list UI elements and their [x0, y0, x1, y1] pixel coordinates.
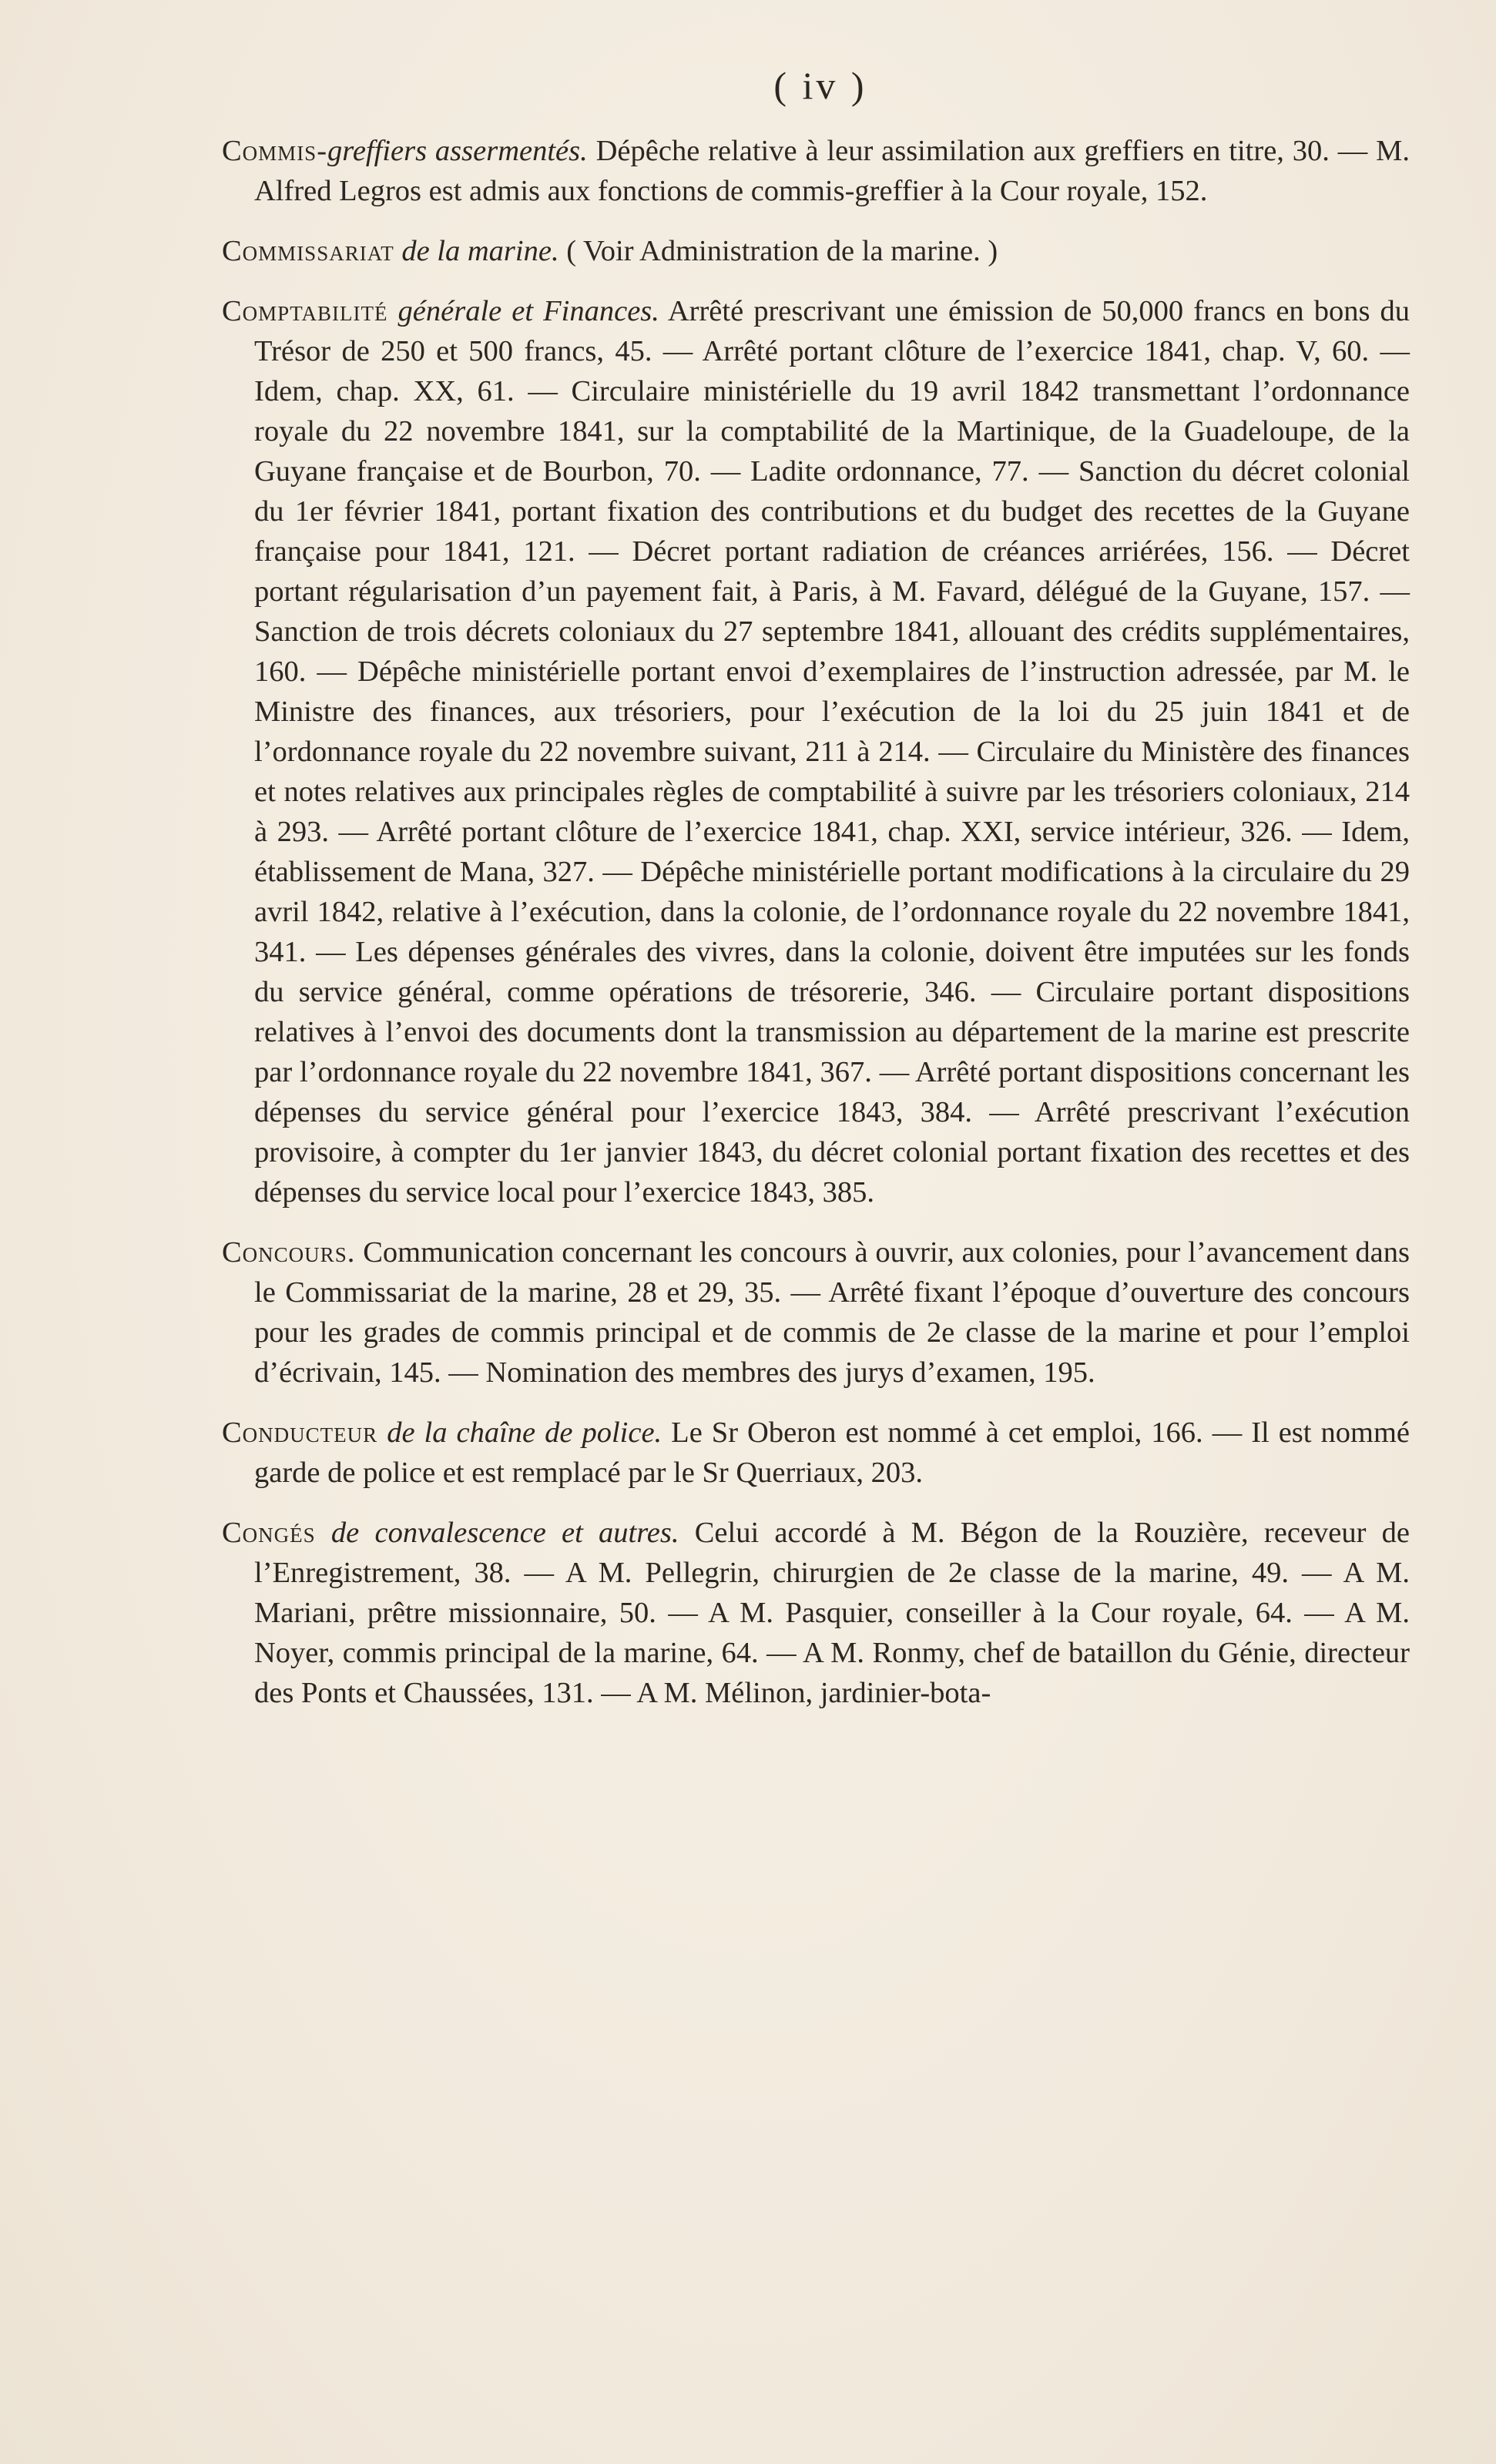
- index-entry-comptabilite: [222, 291, 1410, 1212]
- entry-text: Arrêté prescrivant une émission de 50,000 francs en bons du Trésor de 250 et 500 francs, 45. — Arrêté portant clôture de l’exercice 1841, chap. V, 60. — Idem, chap. XX, 61. — Circulaire ministérielle du 19 avril 1842 transmettant l’ordonnance royale du 22 novembre 1841, sur la comptabilité de la Martinique, de la Guadeloupe, de la Guyane française et de Bourbon, 70. — Ladite ordonnance, 77. — Sanction du décret colonial du 1er février 1841, portant fixation des contributions et du budget des recettes de la Guyane française pour 1841, 121. — Décret portant radiation de créances arriérées, 156. — Décret portant régularisation d’un payement fait, à Paris, à M. Favard, délégué de la Guyane, 157. — Sanction de trois décrets coloniaux du 27 septembre 1841, allouant des crédits supplémentaires, 160. — Dépêche ministérielle portant envoi d’exemplaires de l’instruction adressée, par M. le Ministre des finances, aux trésoriers, pour l’exécution de la loi du 25 juin 1841 et de l’ordonnance royale du 22 novembre suivant, 211 à 214. — Circulaire du Ministère des finances et notes relatives aux principales règles de comptabilité à suivre par les trésoriers coloniaux, 214 à 293. — Arrêté portant clôture de l’exercice 1841, chap. XXI, service intérieur, 326. — Idem, établissement de Mana, 327. — Dépêche ministérielle portant modifications à la circulaire du 29 avril 1842, relative à l’exécution, dans la colonie, de l’ordonnance royale du 22 novembre 1841, 341. — Les dépenses générales des vivres, dans la colonie, doivent être imputées sur les fonds du service général, comme opérations de trésorerie, 346. — Circulaire portant dispositions relatives à l’envoi des documents dont la transmission au département de la marine est prescrite par l’ordonnance royale du 22 novembre 1841, 367. — Arrêté portant dispositions concernant les dépenses du service général pour l’exercice 1843, 384. — Arrêté prescrivant l’exécution provisoire, à compter du 1er janvier 1843, du décret colonial portant fixation des recettes et des dépenses du service local pour l’exercice 1843, 385.: [254, 295, 1410, 1209]
- index-entry-commissariat: [222, 231, 1410, 271]
- index-entry-conges: [222, 1513, 1410, 1713]
- entry-qualifier: greffiers assermentés.: [327, 135, 588, 167]
- entry-headword: Commissariat: [222, 235, 394, 267]
- index-entry-commis-greffiers: [222, 131, 1410, 211]
- entry-qualifier: de la chaîne de police.: [377, 1416, 662, 1449]
- entry-text: Dépêche relative à leur assimilation aux greffiers en titre, 30. — M. Alfred Legros est admis aux fonctions de commis-greffier à la Cour royale, 152.: [254, 135, 1410, 207]
- entry-text: Communication concernant les concours à ouvrir, aux colonies, pour l’avancement dans le Commissariat de la marine, 28 et 29, 35. — Arrêté fixant l’époque d’ouverture des concours pour les grades de commis principal et de commis de 2e classe de la marine et pour l’emploi d’écrivain, 145. — Nomination des membres des jurys d’examen, 195.: [254, 1236, 1410, 1389]
- page-number: ( iv ): [773, 64, 867, 107]
- entry-headword: Commis-: [222, 135, 328, 167]
- entry-qualifier: de convalescence et autres.: [315, 1517, 679, 1549]
- index-text-block: [222, 131, 1410, 1733]
- entry-qualifier: générale et Finances.: [387, 295, 659, 327]
- entry-text: Celui accordé à M. Bégon de la Rouzière, receveur de l’Enregistrement, 38. — A M. Pellegrin, chirurgien de 2e classe de la marine, 49. — A M. Mariani, prêtre missionnaire, 50. — A M. Pasquier, conseiller à la Cour royale, 64. — A M. Noyer, commis principal de la marine, 64. — A M. Ronmy, chef de bataillon du Génie, directeur des Ponts et Chaussées, 131. — A M. Mélinon, jardinier-bota-: [254, 1517, 1410, 1709]
- entry-headword: Conducteur: [222, 1416, 378, 1449]
- entry-headword: Concours.: [222, 1236, 356, 1269]
- entry-headword: Comptabilité: [222, 295, 388, 327]
- entry-text: ( Voir Administration de la marine. ): [558, 235, 998, 267]
- entry-qualifier: de la marine.: [394, 235, 559, 267]
- entry-headword: Congés: [222, 1517, 316, 1549]
- entry-text: Le Sr Oberon est nommé à cet emploi, 166. — Il est nommé garde de police et est remplacé par le Sr Querriaux, 203.: [254, 1416, 1410, 1489]
- index-entry-concours: [222, 1232, 1410, 1393]
- index-entry-conducteur: [222, 1413, 1410, 1493]
